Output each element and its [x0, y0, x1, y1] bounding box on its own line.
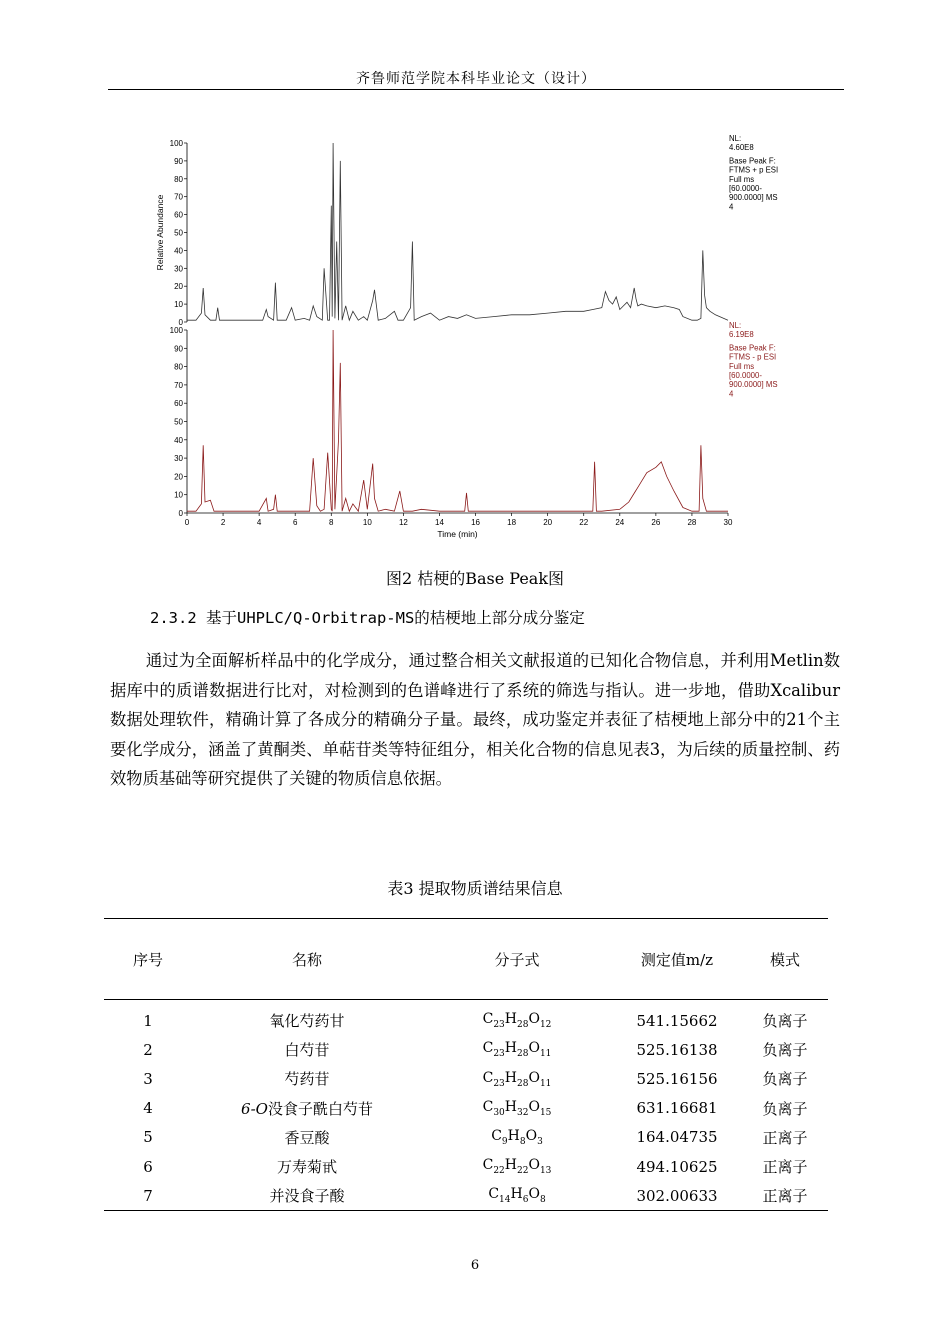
- formula-element: C: [491, 1127, 502, 1144]
- y-tick-label: 80: [174, 174, 183, 184]
- formula-subscript: 28: [517, 1019, 529, 1030]
- x-tick-label: 12: [398, 518, 408, 527]
- formula-element: C: [482, 1157, 494, 1174]
- formula-element: H: [504, 1157, 517, 1174]
- table-row: [104, 1152, 828, 1181]
- body-paragraph: 通过为全面解析样品中的化学成分，通过整合相关文献报道的已知化合物信息，并利用Metlin数据库中的质谱数据进行比对，对检测到的色谱峰进行了系统的筛选与指认。进一步地，借助Xcalibur数据处理软件，精确计算了各成分的精确分子量。最终，成功鉴定并表征了桔梗地上部分中的21个主要化学成分，涵盖了黄酮类、单萜苷类等特征组分，相关化合物的信息见表3，为后续的质量控制、药效物质基础等研究提供了关键的物质信息依据。: [110, 651, 840, 788]
- formula-element: H: [504, 1040, 517, 1057]
- name-text: 芍药苷: [284, 1070, 330, 1089]
- x-tick-label: 24: [615, 518, 625, 527]
- formula-subscript: 9: [501, 1136, 508, 1147]
- cell-formula: [422, 1152, 612, 1181]
- col-header-mode: 模式: [769, 950, 800, 969]
- chromatogram-trace: [187, 143, 728, 320]
- annotation-line: [60.0000-: [729, 371, 762, 380]
- y-tick-label: 10: [174, 300, 183, 310]
- formula-element: O: [528, 1157, 540, 1174]
- x-tick-label: 22: [579, 518, 589, 527]
- col-header-mz: 测定值m/z: [640, 950, 714, 969]
- cell-mz: 631.16681: [636, 1099, 718, 1118]
- x-tick-label: 6: [292, 518, 298, 527]
- y-tick-label: 0: [178, 509, 183, 518]
- x-tick-label: 10: [362, 518, 372, 527]
- x-tick-label: 28: [687, 518, 697, 527]
- x-tick-label: 30: [723, 518, 733, 527]
- x-tick-label: 26: [651, 518, 661, 527]
- cell-no: 5: [143, 1128, 153, 1147]
- cell-name: [192, 1000, 422, 1036]
- annotation-line: NL:: [729, 321, 742, 330]
- annotation-line: Full ms: [729, 174, 755, 184]
- x-tick-label: 0: [184, 518, 190, 527]
- cell-no: 7: [143, 1186, 153, 1205]
- figure-caption: 图2 桔梗的Base Peak图: [385, 569, 565, 588]
- running-header: 齐鲁师范学院本科毕业论文（设计）: [356, 71, 596, 87]
- formula-subscript: 15: [539, 1107, 552, 1118]
- formula-subscript: 23: [493, 1078, 505, 1089]
- cell-no: 6: [143, 1157, 153, 1176]
- cell-no: 3: [143, 1069, 153, 1088]
- annotation-line: 900.0000] MS: [729, 193, 778, 203]
- y-tick-label: 60: [174, 210, 183, 220]
- y-tick-label: 80: [174, 362, 183, 372]
- y-tick-label: 20: [174, 472, 183, 482]
- cell-mz: 525.16156: [636, 1069, 718, 1088]
- y-tick-label: 100: [169, 326, 183, 335]
- cell-mode: 负离子: [762, 1041, 808, 1060]
- formula-element: H: [504, 1011, 517, 1028]
- base-peak-chromatogram: [150, 130, 810, 550]
- y-tick-label: 20: [174, 282, 183, 292]
- cell-formula: [422, 1123, 612, 1152]
- formula-subscript: 8: [519, 1136, 526, 1147]
- formula-subscript: 23: [493, 1019, 505, 1030]
- y-tick-label: 90: [174, 156, 183, 166]
- y-tick-label: 90: [174, 344, 183, 354]
- y-tick-label: 50: [174, 228, 183, 238]
- formula-element: O: [528, 1040, 540, 1057]
- cell-name: [192, 1181, 422, 1211]
- formula-element: C: [488, 1186, 500, 1203]
- formula-element: H: [510, 1186, 523, 1203]
- formula-subscript: 14: [499, 1195, 511, 1206]
- cell-mode: 正离子: [762, 1187, 808, 1206]
- cell-mz: 525.16138: [636, 1040, 718, 1059]
- name-text: 没食子酰白芍苷: [267, 1099, 373, 1118]
- annotation-line: 4.60E8: [729, 143, 754, 153]
- annotation-line: FTMS + p ESI: [729, 165, 779, 175]
- header-rule: [108, 89, 844, 90]
- y-tick-label: 50: [174, 417, 183, 427]
- x-tick-label: 2: [220, 518, 226, 527]
- formula-subscript: 11: [539, 1049, 552, 1060]
- formula-subscript: 8: [539, 1195, 546, 1206]
- cell-no: 1: [143, 1011, 153, 1030]
- annotation-line: Full ms: [729, 361, 755, 371]
- table-row: [104, 1123, 828, 1152]
- annotation-line: 4: [729, 202, 734, 212]
- y-tick-label: 10: [174, 490, 183, 500]
- formula-subscript: 23: [493, 1049, 505, 1060]
- formula-subscript: 30: [493, 1107, 505, 1118]
- formula-element: O: [528, 1069, 540, 1086]
- y-tick-label: 70: [174, 192, 183, 202]
- cell-name: [192, 1152, 422, 1181]
- cell-formula: [422, 1181, 612, 1211]
- formula-element: H: [504, 1069, 517, 1086]
- table-row: [104, 1035, 828, 1064]
- annotation-line: Base Peak F:: [729, 343, 776, 353]
- formula-element: O: [528, 1011, 540, 1028]
- x-tick-label: 4: [256, 518, 262, 527]
- formula-subscript: 28: [517, 1078, 529, 1089]
- cell-mz: 302.00633: [636, 1186, 718, 1205]
- cell-formula: [422, 1094, 612, 1123]
- page-number: 6: [470, 1258, 480, 1273]
- x-tick-label: 8: [329, 518, 334, 527]
- y-tick-label: 40: [174, 246, 183, 256]
- col-header-formula: 分子式: [494, 950, 540, 969]
- name-text: 香豆酸: [284, 1128, 330, 1147]
- cell-mz: 541.15662: [636, 1011, 718, 1030]
- cell-no: 2: [143, 1040, 153, 1059]
- cell-name: [192, 1094, 422, 1123]
- name-text: 并没食子酸: [269, 1187, 345, 1206]
- annotation-line: 4: [729, 389, 734, 399]
- x-axis-label: Time (min): [437, 529, 478, 539]
- col-header-no: 序号: [132, 950, 163, 969]
- y-tick-label: 0: [178, 318, 183, 327]
- table-row: [104, 1064, 828, 1093]
- name-prefix: 6-O: [241, 1099, 268, 1118]
- formula-element: O: [528, 1186, 540, 1203]
- cell-formula: [422, 1000, 612, 1036]
- table-row: [104, 1000, 828, 1036]
- annotation-line: NL:: [729, 134, 742, 143]
- annotation-line: Base Peak F:: [729, 156, 776, 166]
- cell-mode: 负离子: [762, 1070, 808, 1089]
- annotation-line: 6.19E8: [729, 330, 754, 340]
- x-tick-label: 16: [471, 518, 480, 527]
- formula-element: H: [507, 1127, 520, 1144]
- y-tick-label: 30: [174, 454, 183, 464]
- formula-element: C: [482, 1040, 494, 1057]
- table-caption: 表3 提取物质谱结果信息: [387, 879, 563, 898]
- name-text: 万寿菊甙: [276, 1158, 337, 1177]
- formula-subscript: 32: [517, 1107, 529, 1118]
- section-heading: 2.3.2 基于UHPLC/Q-Orbitrap-MS的桔梗地上部分成分鉴定: [150, 609, 585, 627]
- formula-subscript: 11: [539, 1078, 552, 1089]
- formula-subscript: 28: [517, 1049, 529, 1060]
- table-row: [104, 1094, 828, 1123]
- ms-results-table: [104, 918, 828, 1211]
- formula-element: C: [482, 1011, 494, 1028]
- formula-element: C: [482, 1069, 494, 1086]
- cell-mz: 494.10625: [636, 1157, 718, 1176]
- name-text: 氧化芍药甘: [269, 1012, 345, 1031]
- x-tick-label: 18: [507, 518, 517, 527]
- table-header-row: [104, 919, 828, 1000]
- x-tick-label: 20: [543, 518, 553, 527]
- cell-name: [192, 1035, 422, 1064]
- cell-mode: 正离子: [762, 1128, 808, 1147]
- y-axis-label: Relative Abundance: [155, 194, 165, 271]
- annotation-line: FTMS - p ESI: [729, 352, 777, 362]
- cell-mode: 负离子: [762, 1012, 808, 1031]
- annotation-line: [60.0000-: [729, 184, 762, 193]
- y-tick-label: 40: [174, 435, 183, 445]
- formula-element: H: [504, 1098, 517, 1115]
- formula-subscript: 3: [537, 1136, 543, 1147]
- formula-element: O: [525, 1127, 538, 1144]
- cell-formula: [422, 1064, 612, 1093]
- cell-no: 4: [143, 1099, 153, 1118]
- formula-subscript: 13: [539, 1165, 552, 1176]
- table-row: [104, 1181, 828, 1211]
- chromatogram-trace: [187, 330, 728, 511]
- x-tick-label: 14: [435, 518, 444, 527]
- formula-element: O: [528, 1098, 540, 1115]
- formula-element: C: [482, 1098, 494, 1115]
- y-tick-label: 60: [174, 399, 183, 409]
- formula-subscript: 6: [522, 1195, 529, 1206]
- y-tick-label: 70: [174, 380, 183, 390]
- annotation-line: 900.0000] MS: [729, 380, 778, 390]
- formula-subscript: 12: [539, 1019, 552, 1030]
- cell-mode: 负离子: [762, 1099, 808, 1118]
- col-header-name: 名称: [291, 950, 322, 969]
- formula-subscript: 22: [493, 1165, 505, 1176]
- y-tick-label: 30: [174, 264, 183, 274]
- cell-mode: 正离子: [762, 1158, 808, 1177]
- cell-mz: 164.04735: [636, 1128, 718, 1147]
- cell-name: [192, 1123, 422, 1152]
- formula-subscript: 22: [517, 1165, 529, 1176]
- y-tick-label: 100: [169, 139, 183, 148]
- cell-formula: [422, 1035, 612, 1064]
- name-text: 白芍苷: [284, 1041, 330, 1060]
- cell-name: [192, 1064, 422, 1093]
